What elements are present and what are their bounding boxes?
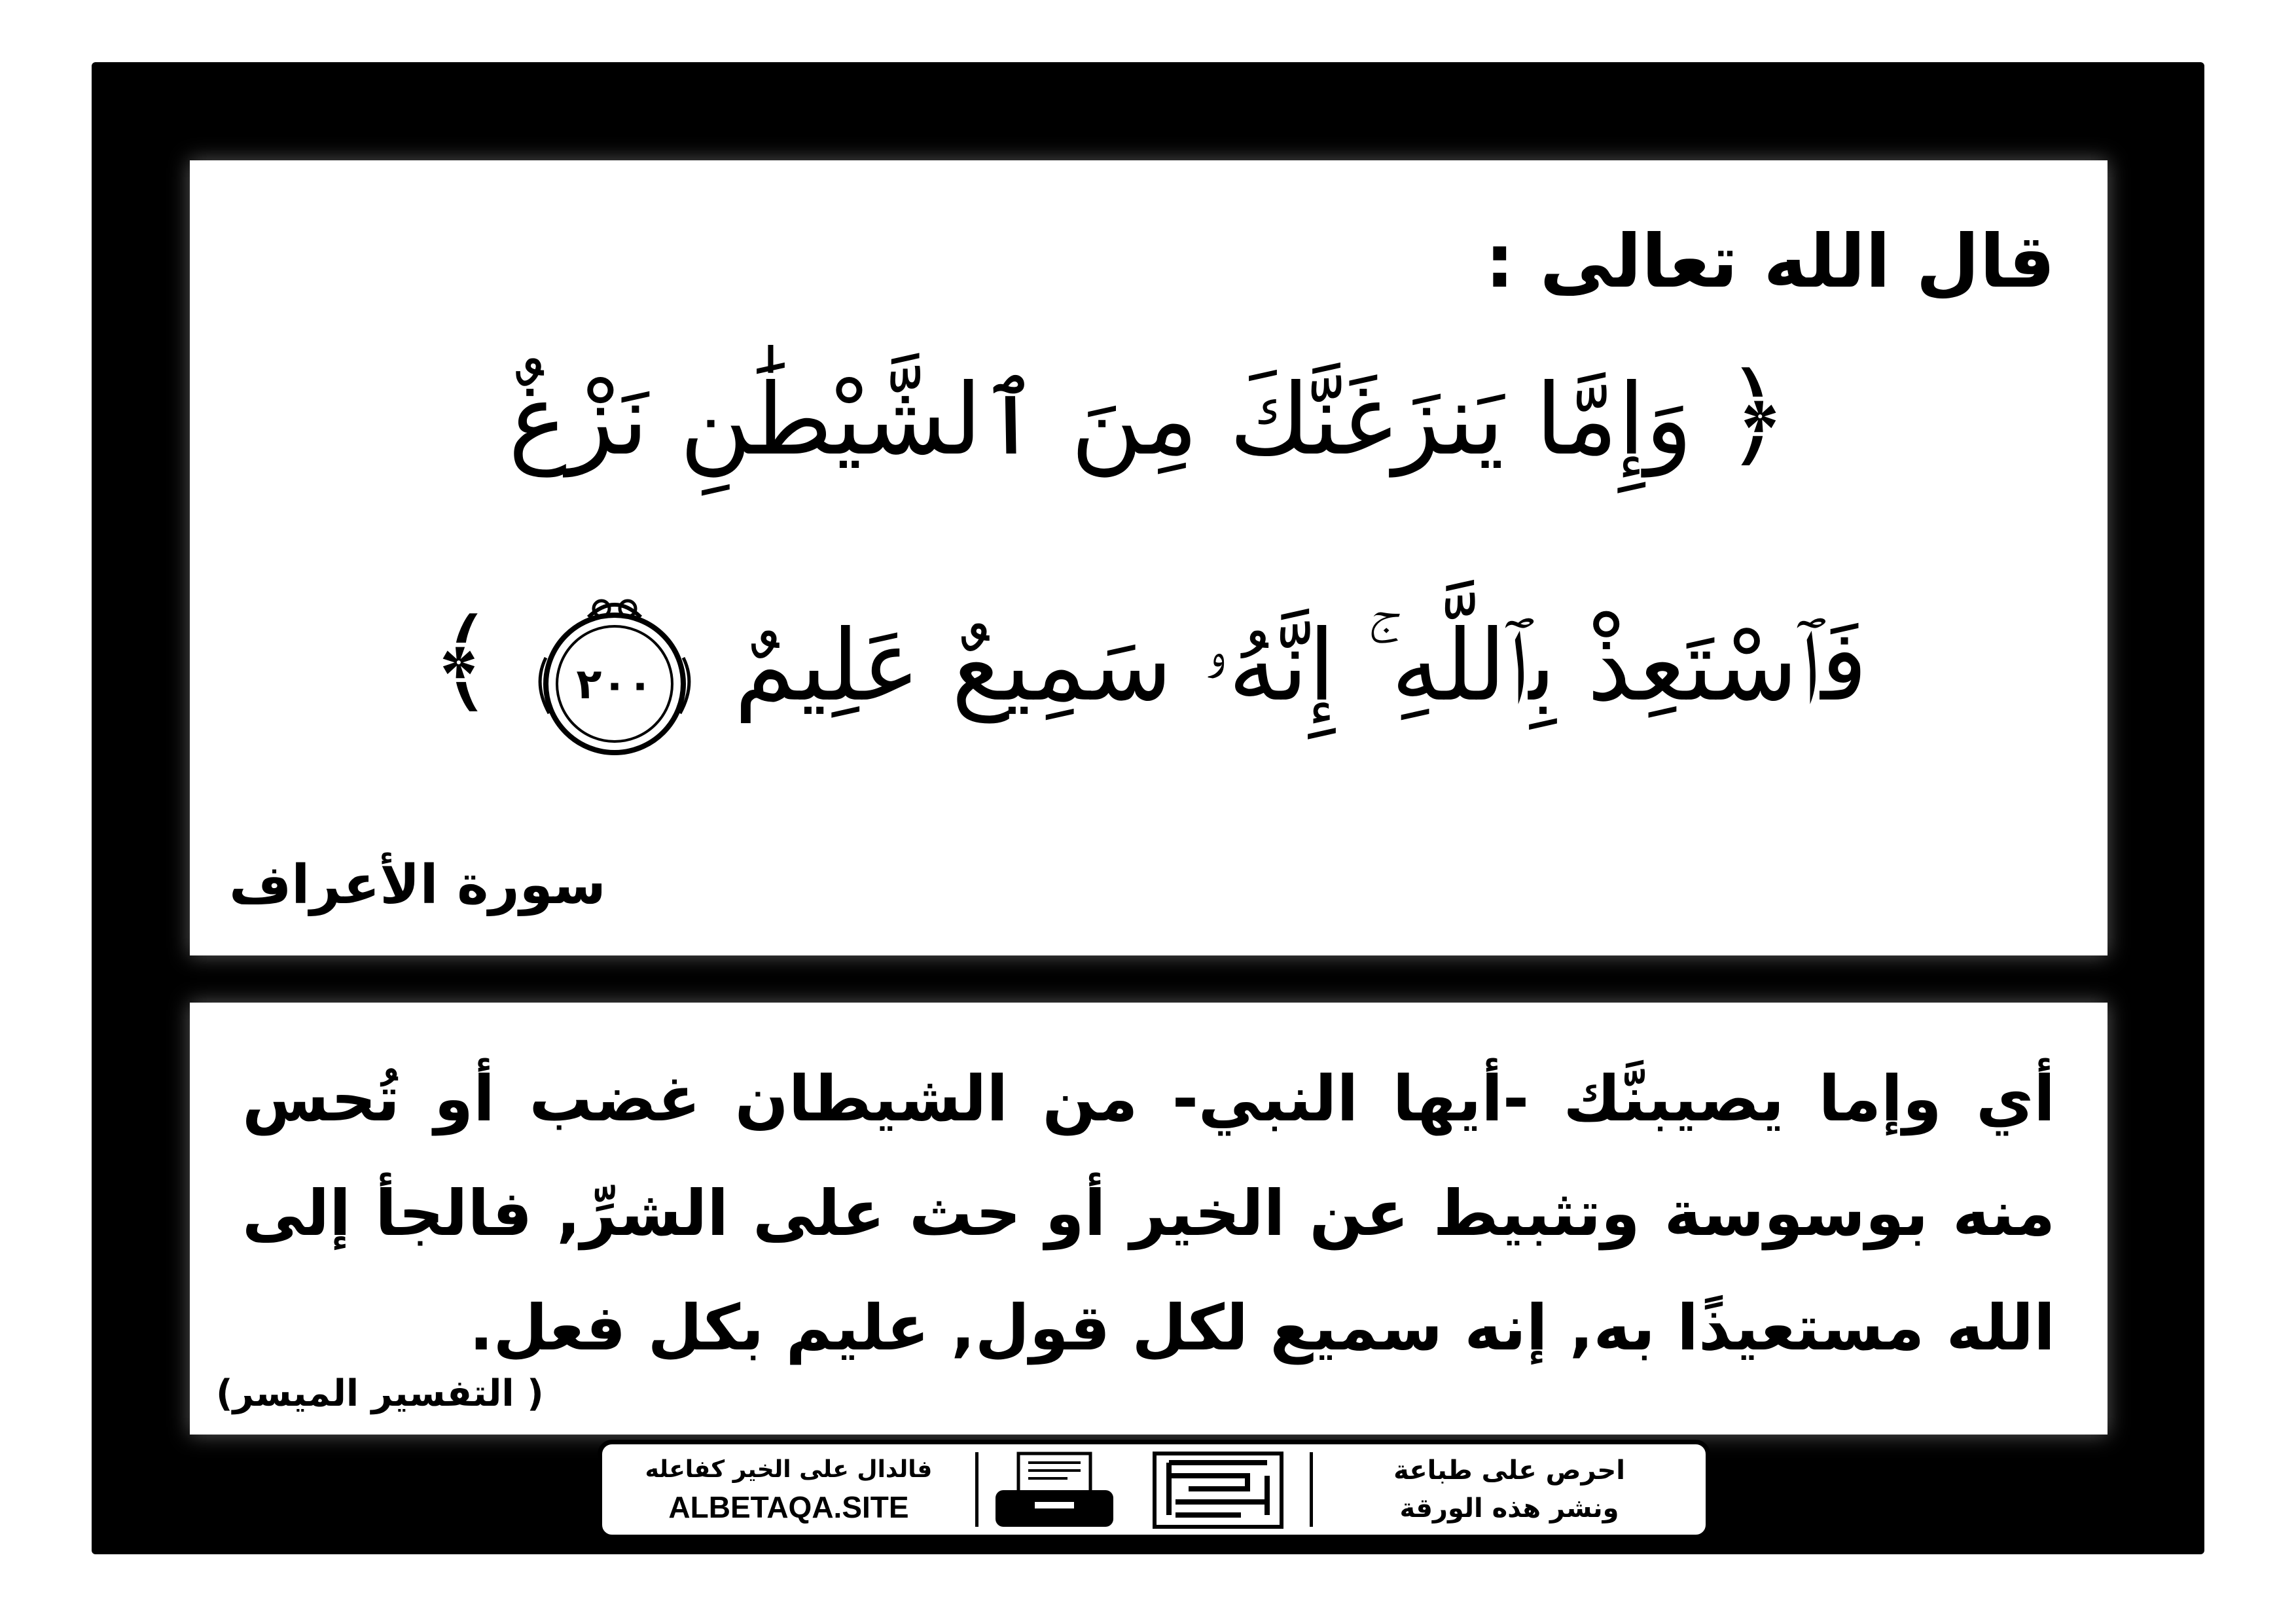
ayah-marker-icon (526, 586, 703, 762)
dawat-alwaraqa-logo-icon (1149, 1450, 1287, 1531)
verse-line-2 (190, 586, 2108, 762)
footer-slogan: فالدال على الخير كفاعله (645, 1456, 933, 1483)
footer-print-reminder (1313, 1444, 1706, 1535)
footer-site-block (602, 1444, 975, 1535)
tafsir-text: أي وإما يصيبنَّك -أيها النبي- من الشيطان غضب أو تُحس منه بوسوسة وتثبيط عن الخير أو حث على الشرِّ, فالجأ إلى الله مستعيذًا به, إنه سميع لكل قول, عليم بكل فعل. (242, 1062, 2055, 1364)
verse-line-1 (190, 350, 2108, 480)
verse-text-2: فَٱسْتَعِذْ بِٱللَّهِ ۚ إِنَّهُۥ سَمِيعٌ عَلِيمٌ (734, 609, 1868, 723)
ayah-number: ٢٠٠ (576, 660, 653, 709)
close-bracket: ﴾ (429, 596, 495, 726)
verse-panel (190, 160, 2108, 955)
open-bracket: ﴿ (1723, 351, 1789, 480)
footer-divider (1310, 1452, 1313, 1527)
footer-reminder-line-1: احرص على طباعة (1393, 1455, 1625, 1486)
footer-reminder-line-2: ونشر هذه الورقة (1399, 1493, 1619, 1524)
tafsir-source: ( التفسير الميسر) (216, 1372, 544, 1415)
verse-text-1: وَإِمَّا يَنزَغَنَّكَ مِنَ ٱلشَّيْطَٰنِ نَزْغٌ (508, 363, 1693, 477)
footer-site-link[interactable]: ALBETAQA.SITE (668, 1490, 909, 1524)
intro-heading: قال الله تعالى : (1484, 219, 2055, 304)
surah-name: سورة الأعراف (229, 854, 606, 916)
printer-icon (989, 1451, 1120, 1529)
footer-bar (598, 1440, 1710, 1539)
tafsir-panel (190, 1003, 2108, 1435)
footer-divider (975, 1452, 978, 1527)
